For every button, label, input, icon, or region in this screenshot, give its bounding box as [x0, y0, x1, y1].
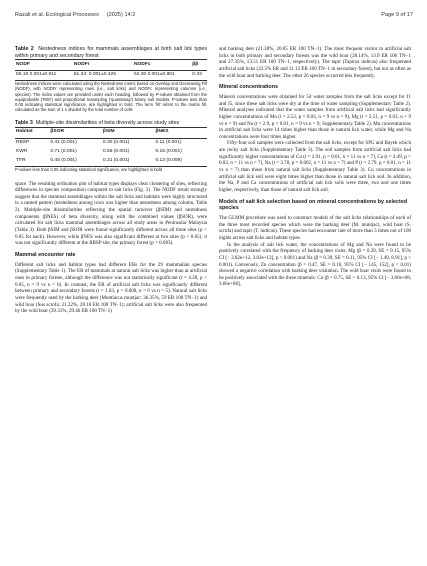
page-number: Page 9 of 17: [381, 12, 413, 18]
table-2-header: NODF: [15, 60, 73, 71]
table-cell: 61.34: 0.001±0.425: [73, 70, 133, 80]
right-column: [219, 46, 411, 288]
table-cell: 0.15 (0.001): [155, 149, 182, 155]
table-cell: 55.18 0.001±0.911: [15, 70, 73, 80]
table-cell: 0.45 (0.001): [49, 157, 102, 167]
table-3-label: Table 3: [15, 120, 33, 127]
body-paragraph: Different salt licks and habitat types had different ERs for the 29 mammalian species (Supplementary Table 1). The ER of mammals at natural salt licks was higher than at artificial ones in primary forests, although the difference was not statistically significant (t = 4.28, p > 0.05, n = 9 vs n = 6). In contrast, the ER of artificial salt licks was significantly different between primary and secondary forests (t = 1.03, p = 0.008, n = 6 vs n = 5). Natural salt licks were frequently used by the barking deer (Muntiacus muntjac; 36.35%, 59 ER 100 TN−1) and wild boar (Sus scrofa; 21.22%, 28.18 ER 100 TN−1); artificial salt licks were also frequented by the wild boar (39.31%, 29.46 ER 100 TN−1): [15, 261, 207, 315]
table-3-header: βNES: [154, 127, 207, 138]
table-2-note: Nestedness indices were calculated using the Nestedness metric based on Overlap and Decreasing Fill (NODF), with NODFr representing rows (i.e., salt licks) and NODFc representing columns (i.e., species). The index values are provided under each heading, followed by P-values obtained from the equiprobable ('R00') and proportional resampling ('quasiswap') binary null models. P-values less than 0.05 indicating statistical significance, are highlighted in bold. The term 'fill' refers to the matrix fill, calculated as the sum of 1 s divided by the total number of cells: [15, 81, 207, 113]
journal-citation: [15, 12, 135, 18]
table-2: [15, 46, 207, 112]
table-cell: 0.11 (0.001): [155, 139, 182, 145]
body-paragraph: space. The resulting ordination plot of habitat types displays clear clustering of sites, reflecting differences in species composition compared to salt licks (Fig. 3). The NODF result strongly suggest that the mammal assemblages within the salt licks and habitats were highly structured in a nested pattern (nestedness among rows was higher than nestedness among column, Table 2). Multiple-site dissimilarities reflecting the spatial turnover (βSIM) and nestedness components (βNES) of beta diversity, along with the combined values (βSOR), were calculated for salt licks mammal assemblages across all study areas in Peninsular Malaysia (Table 3). Both βSIM and βSOR were found significantly different across all three sites (p < 0.05 for each). However, while βNES was also significant different at two sites (p < 0.05), it was not significantly different at the RBSP site, the primary forest (p = 0.083).: [15, 180, 207, 247]
table-2-row: [15, 70, 207, 80]
table-2-header-row: [15, 60, 207, 71]
table-cell: 0.33: [191, 70, 207, 80]
table-3-row: [15, 138, 207, 148]
body-paragraph: The GLMM procedure was used to construct models of the salt licks relationships of each of the three most recorded species which were the barking deer (M. muntjac), wild boar (S. scrofa) and tapir (T. indicus). These species had encounter rate of more than 5 times out of 100 nights across salt licks and habitat types.: [219, 214, 411, 241]
table-3-row: [15, 148, 207, 157]
table-2-header: NODFr: [73, 60, 133, 71]
table-cell: 0.41 (0.001): [50, 139, 77, 145]
table-3-row: [15, 157, 207, 167]
body-paragraph: Fifty-four soil samples were collected from the salt licks, except for SPU and Bayek which are rocky salt licks (Supplementary Table 3). The soil samples from artificial salt licks had significantly higher concentrations of Cu (t = 2.91, p = 0.01, n = 11 vs n = 7), Ca (t = 2.49, p = 0.03, n = 11 vs n = 7), Na (t = 3.78, p = 0.002, n = 11 vs n = 7) and P (t = 2.79, p = 0.01, n = 11 vs n = 7) than those from natural salt licks (Supplementary Table 3). Cu concentrations in artificial salt lick soil were eight times higher than those in natural salt lick soil. In addition, the Na, P and Ca concentrations of artificial salt lick soils were three, two and one times higher, respectively, than those of natural salt lick soil.: [219, 140, 411, 194]
table-cell: 0.56 (0.001): [102, 149, 130, 155]
table-3-header: Habitat: [15, 127, 49, 138]
table-cell: 0.13 (0.009): [154, 157, 207, 167]
table-cell: 52.30 0.001±0.801: [133, 70, 191, 80]
table-cell: 0.30 (0.001): [102, 139, 130, 145]
left-column: [15, 46, 207, 315]
table-cell: TFR: [15, 157, 49, 167]
table-2-header: NODFc: [133, 60, 191, 71]
table-cell: 0.31 (0.001): [102, 157, 155, 167]
table-3-caption-text: Multiple-site dissimilarities of beta diversity across study sites: [35, 120, 180, 127]
table-3-header: βSIM: [102, 127, 155, 138]
body-paragraph: and barking deer (21.38%, 20.05 ER 100 TN−1). The most frequent visitor to artificial salt licks in both primary and secondary forests was the wild boar (28.14%, 13.9 ER 100 TN−1 and 27.35%, 13.51 ER 100 TN−1, respectively). The tapir (Tapirus indicus) also frequented artificial salt licks (22.5% ER and 11.12 ER 100 TN−1 in secondary forest), but not as often as the wild boar and barking deer. The other 26 species occurred less frequently.: [219, 46, 411, 79]
table-cell: KWR: [16, 149, 28, 155]
table-2-header: ββ: [191, 60, 207, 71]
table-3: [15, 120, 207, 172]
body-paragraph: Mineral concentrations were obtained for 54 water samples from the salt licks except for J1 and J5, since these salt licks were dry at the time of water sampling (Supplementary Table 2). Mineral analyses indicated that the water samples from artificial salt licks had significantly higher concentrations of Mn (t = 2.52, p = 0.03, n = 9 vs n = 9), Mg (t = 2.51, p = 0.03, n = 9 vs n = 9) and Na (t = 2.9, p = 0.01, n = 9 vs n = 9; Supplementary Table 2). Mn concentrations in artificial salt licks were 14 times higher than those in natural lick water, while Mg and Na concentrations were four times higher.: [219, 93, 411, 140]
table-3-header-row: [15, 127, 207, 138]
table-3-header: βSOR: [49, 127, 102, 138]
table-3-note: P-values less than 0.05 indicating statistical significance, are highlighted in bold: [15, 167, 163, 173]
page-header: [15, 12, 413, 22]
table-2-grid: [15, 59, 207, 81]
table-2-caption-text: Nestedness indices for mammals assemblages at both salt lick types within primary and secondary forest: [15, 46, 207, 59]
section-heading-mineral-concentrations: Mineral concentrations: [219, 84, 279, 91]
table-cell: RBSP: [16, 139, 30, 145]
table-cell: 0.71 (0.001): [50, 149, 77, 155]
year-volume: (2025) 14:2: [106, 12, 136, 18]
table-2-label: Table 2: [15, 46, 34, 52]
journal-name: Razali et al. Ecological Processes: [15, 12, 99, 18]
body-paragraph: In the analysis of salt lick water, the concentrations of Mg and Na were found to be positively correlated with the frequency of barking deer visits: Mg (β = 0.39, SE = 0.15, 95% CI [− 3.82e+12, 3.82e+12], p < 0.001) and Na (β = 0.39, SE = 0.11, 95% CI [− 1.49, 8.91], p < 0.001). Conversely, Zn concentration (β = 0.47, SE = 0.16, 95% CI [− 145, 152], p < 0.01) showed a negative correlation with barking deer visitation. The wild boar visits were found to be positively associated with the three minerals: Cu (β = 0.75, SE = 0.13, 95% CI [− 3.66e+08, 3.66e+08],: [219, 241, 411, 288]
table-2-caption: [15, 46, 207, 59]
section-heading-mammal-encounter-rate: Mammal encounter rate: [15, 252, 76, 259]
section-heading-models: Models of salt lick selection based on mineral concentrations by selected species: [219, 198, 408, 212]
table-3-caption: [15, 120, 207, 127]
table-3-grid: [15, 127, 207, 167]
